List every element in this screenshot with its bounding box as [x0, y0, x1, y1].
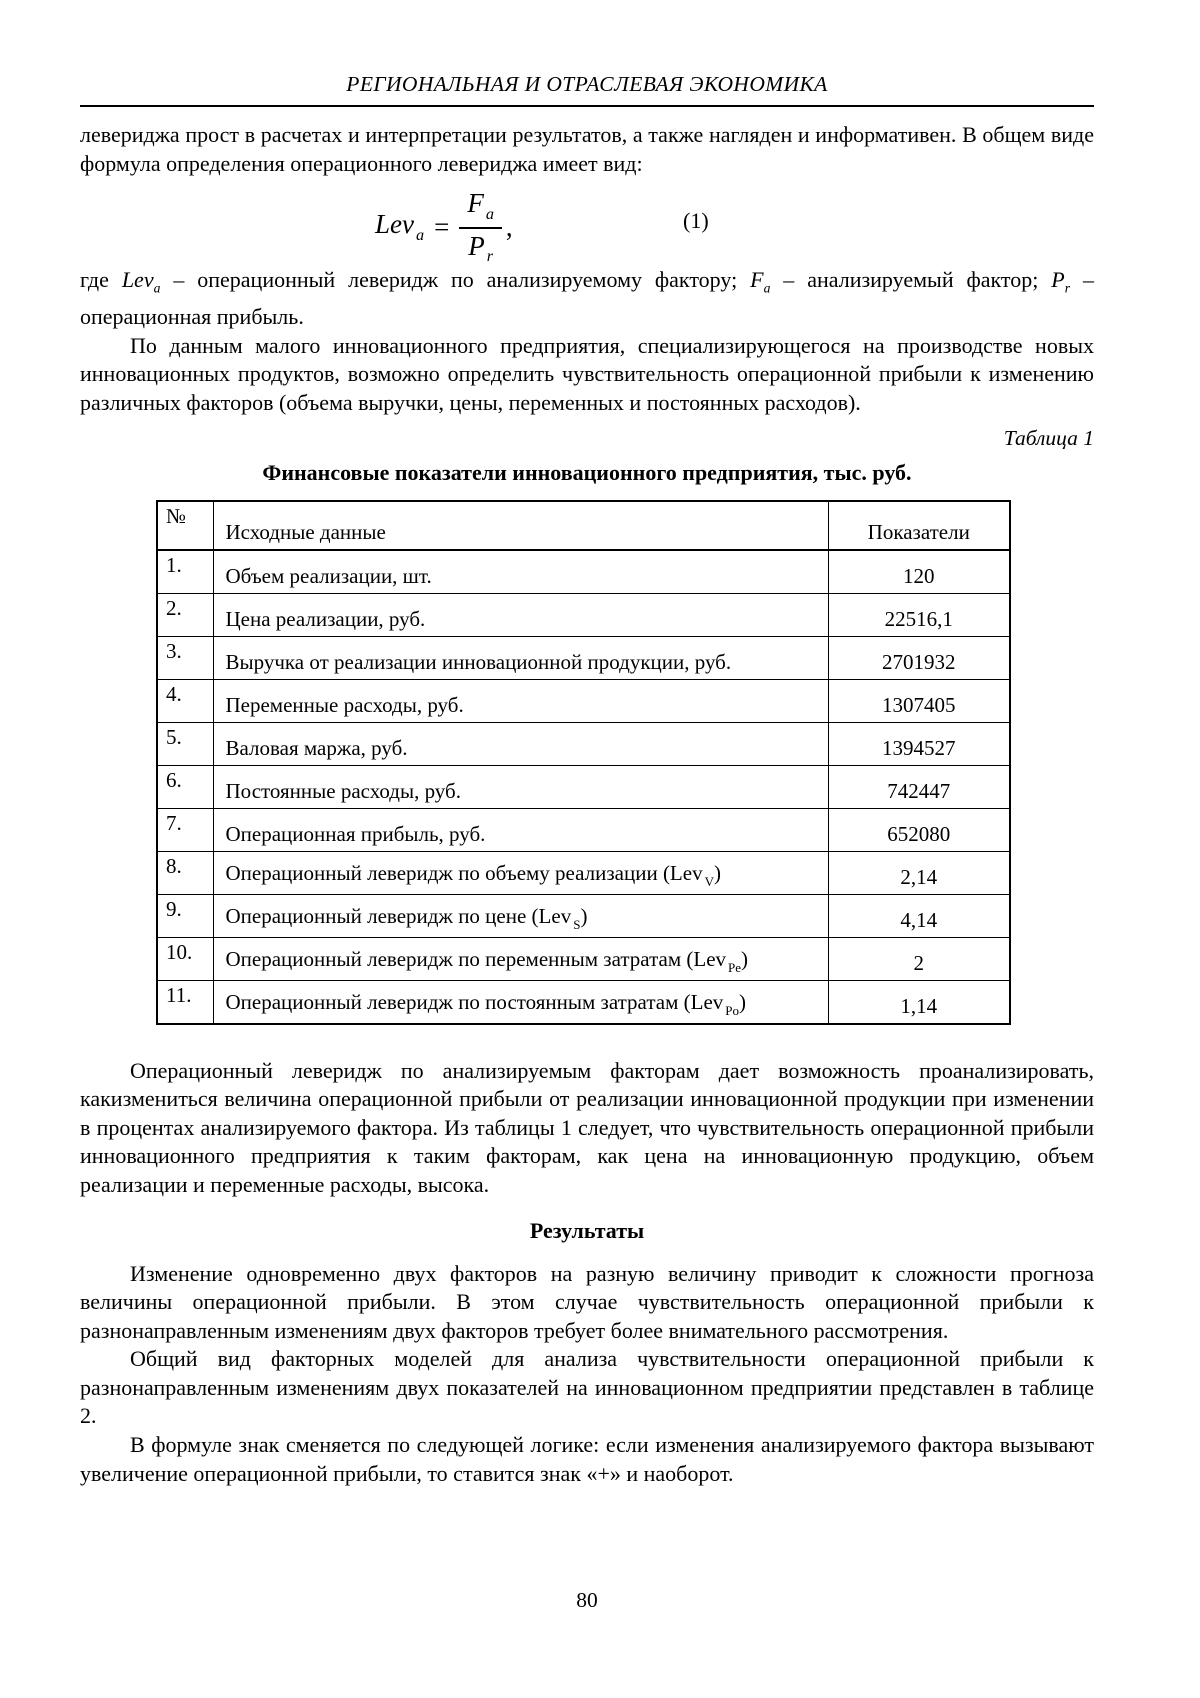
table-title: Финансовые показатели инновационного предприятия, тыс. руб. — [262, 459, 912, 485]
paragraph-enterprise-data: По данным малого инновационного предприятия, специализирующегося на производстве новых инновационных продуктов, возможно определить чувствительность операционной прибыли к изменению различных факторов (объема выручки, цены, переменных и постоянных расходов). — [80, 332, 1094, 415]
paragraph-intro: левериджа прост в расчетах и интерпретации результатов, а также нагляден и информативен. В общем виде формула определения операционного левериджа имеет вид: — [80, 122, 1094, 176]
cell-label: Цена реализации, руб. — [213, 593, 828, 636]
table-row — [157, 894, 1010, 937]
fraction-denominator: P $_r$ — [468, 230, 494, 265]
cell-num: 6. — [157, 765, 213, 808]
cell-num: 8. — [157, 851, 213, 894]
operating-leverage-formula — [375, 188, 513, 266]
cell-num: 2. — [157, 593, 213, 636]
cell-num: 11. — [157, 980, 213, 1024]
cell-value: 4,14 — [828, 894, 1010, 937]
cell-value: 22516,1 — [828, 593, 1010, 636]
page-number: 80 — [576, 1588, 598, 1612]
equation-number: (1) — [683, 208, 709, 234]
table-row — [157, 980, 1010, 1024]
cell-value: 2 — [828, 937, 1010, 980]
cell-value: 120 — [828, 550, 1010, 594]
paragraph-general-models: Общий вид факторных моделей для анализа чувствительности операционной прибыли к разнонаправленным изменениям двух показателей на инновационном предприятии представлен в таблице 2. — [80, 1346, 1094, 1429]
where-paragraph: где Lev$_a$ – операционный леверидж по анализируемому фактору; $F_a$ – анализируемый фактор; $P_r$ – операционная прибыль. — [80, 267, 1094, 330]
cell-label: Операционная прибыль, руб. — [213, 808, 828, 851]
table-body — [157, 550, 1010, 1024]
formula-block — [80, 184, 1094, 265]
table-row — [157, 593, 1010, 636]
table-row — [157, 937, 1010, 980]
cell-value: 1,14 — [828, 980, 1010, 1024]
math-variable: F — [750, 267, 764, 293]
cell-label: Постоянные расходы, руб. — [213, 765, 828, 808]
formula-lhs: Lev $_a$ — [375, 209, 425, 244]
formula-fraction — [459, 188, 502, 266]
cell-num: 3. — [157, 636, 213, 679]
cell-value: 652080 — [828, 808, 1010, 851]
fraction-numerator: F $_a$ — [459, 188, 502, 228]
cell-value: 2,14 — [828, 851, 1010, 894]
cell-label: Объем реализации, шт. — [213, 550, 828, 594]
cell-label: Операционный леверидж по цене (Lev $_S$) — [213, 894, 828, 937]
header-cell-num: № — [157, 501, 213, 550]
header-cell-label: Исходные данные — [213, 501, 828, 550]
cell-num: 10. — [157, 937, 213, 980]
math-variable: Lev — [121, 267, 154, 293]
cell-label: Валовая маржа, руб. — [213, 722, 828, 765]
table-row — [157, 722, 1010, 765]
paragraph-leverage-analysis: Операционный леверидж по анализируемым факторам дает возможность проанализировать, какизмениться величина операционной прибыли от реализации инновационной продукции при изменении в процентах анализируемого фактора. Из таблицы 1 следует, что чувствительность операционной прибыли инновационного предприятия к таким факторам, как цена на инновационную продукцию, объем реализации и переменные расходы, высока. — [80, 1057, 1094, 1197]
table-caption: Таблица 1 — [1003, 425, 1094, 450]
cell-label: Операционный леверидж по объему реализации (Lev $_V$) — [213, 851, 828, 894]
paragraph-two-factors: Изменение одновременно двух факторов на разную величину приводит к сложности прогноза величины операционной прибыли. В этом случае чувствительность операционной прибыли к разнонаправленным изменениям двух факторов требует более внимательного рассмотрения. — [80, 1260, 1094, 1343]
cell-value: 1307405 — [828, 679, 1010, 722]
cell-num: 1. — [157, 550, 213, 594]
cell-num: 9. — [157, 894, 213, 937]
cell-label: Переменные расходы, руб. — [213, 679, 828, 722]
page-content — [80, 72, 1094, 1488]
cell-label: Операционный леверидж по переменным затратам (Lev $_{Pe}$) — [213, 937, 828, 980]
table-row — [157, 550, 1010, 594]
cell-num: 5. — [157, 722, 213, 765]
header-cell-value: Показатели — [828, 501, 1010, 550]
equals-sign: = — [434, 211, 450, 242]
cell-num: 7. — [157, 808, 213, 851]
running-header: РЕГИОНАЛЬНАЯ И ОТРАСЛЕВАЯ ЭКОНОМИКА — [80, 72, 1094, 107]
table-row — [157, 851, 1010, 894]
cell-value: 742447 — [828, 765, 1010, 808]
table-header-row — [157, 501, 1010, 550]
cell-value: 2701932 — [828, 636, 1010, 679]
financial-table — [156, 500, 1011, 1025]
results-heading: Результаты — [529, 1217, 645, 1243]
cell-num: 4. — [157, 679, 213, 722]
table-row — [157, 679, 1010, 722]
cell-label: Операционный леверидж по постоянным затратам (Lev $_{Po}$) — [213, 980, 828, 1024]
table-row — [157, 765, 1010, 808]
table-row — [157, 808, 1010, 851]
cell-label: Выручка от реализации инновационной продукции, руб. — [213, 636, 828, 679]
paragraph-formula-sign: В формуле знак сменяется по следующей логике: если изменения анализируемого фактора вызывают увеличение операционной прибыли, то ставится знак «+» и наоборот. — [80, 1432, 1094, 1486]
cell-value: 1394527 — [828, 722, 1010, 765]
math-variable: P — [1051, 267, 1065, 293]
table-row — [157, 636, 1010, 679]
formula-comma: , — [505, 211, 513, 242]
